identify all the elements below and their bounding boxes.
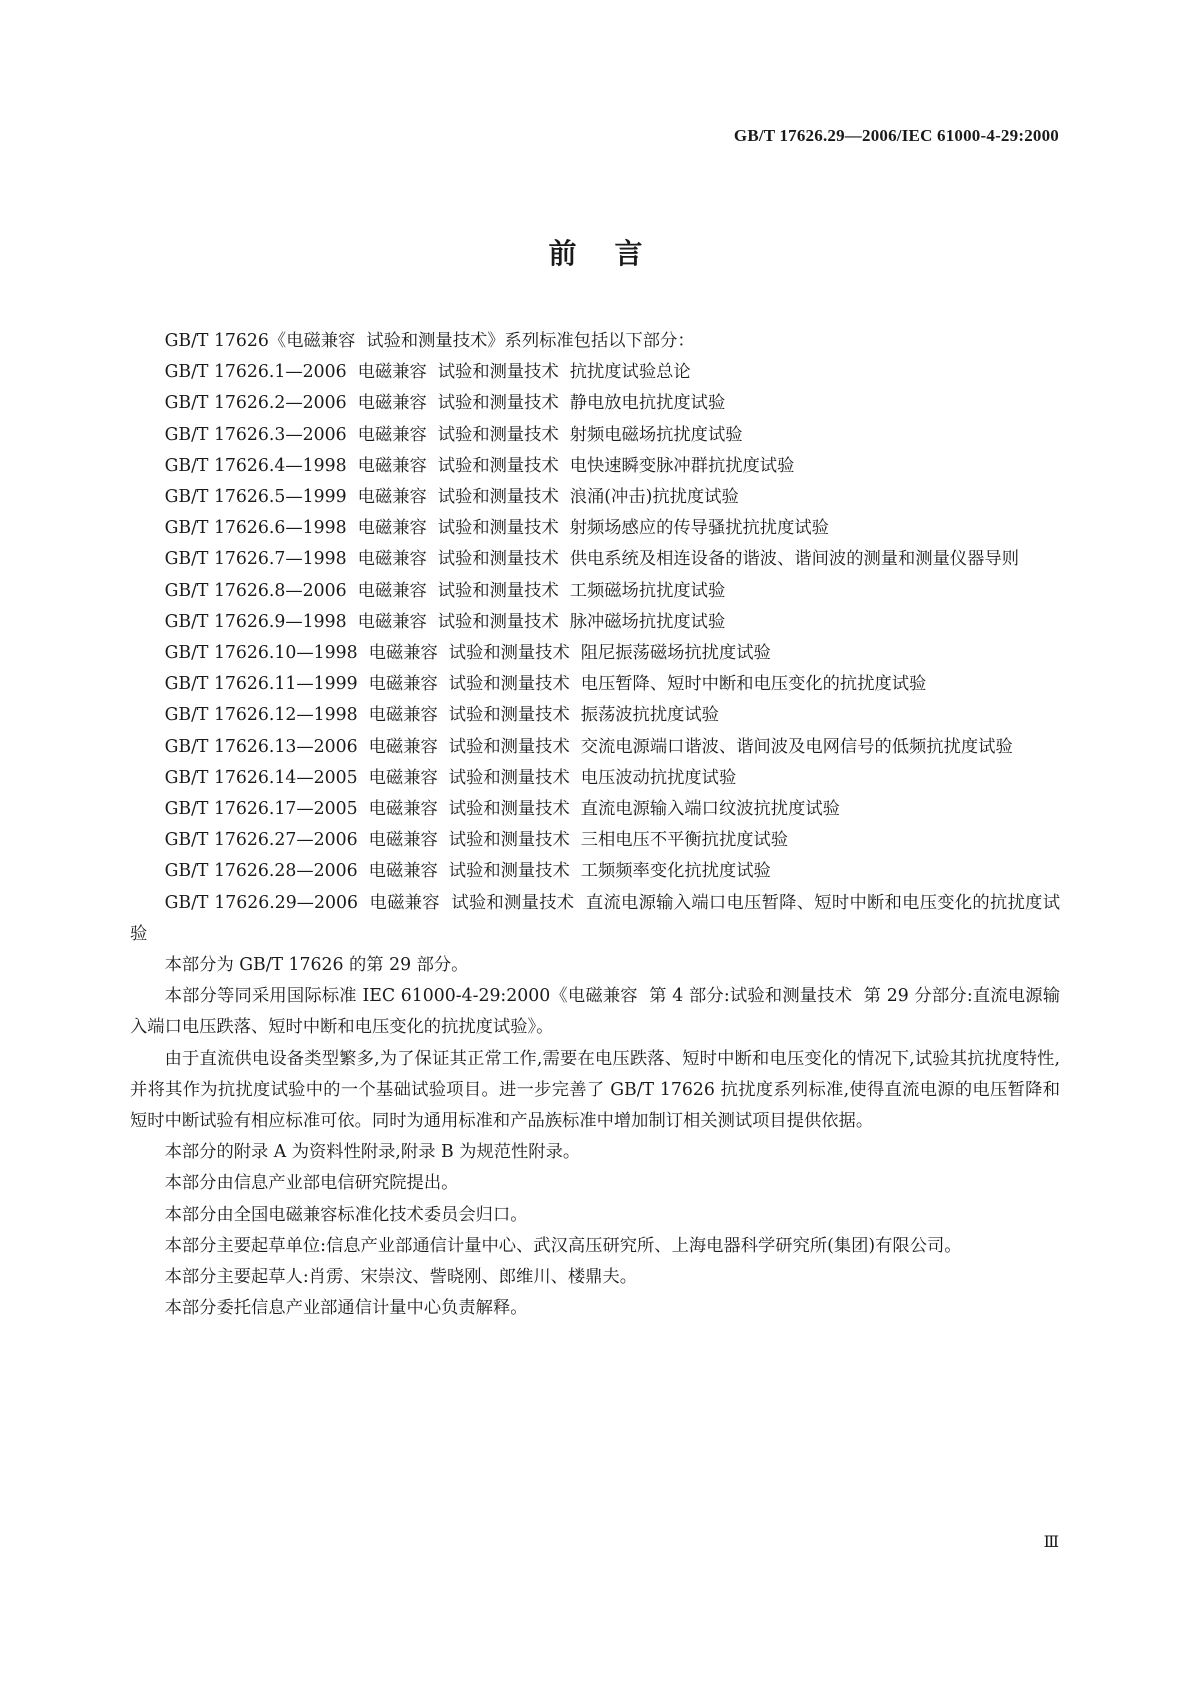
standard-list-item: GB/T 17626.12—1998 电磁兼容 试验和测量技术 振荡波抗扰度试验 bbox=[164, 705, 719, 726]
annex-statement: 本部分的附录 A 为资料性附录,附录 B 为规范性附录。 bbox=[164, 1142, 581, 1163]
drafting-units-statement: 本部分主要起草单位:信息产业部通信计量中心、武汉高压研究所、上海电器科学研究所(集团)有限公司。 bbox=[164, 1235, 962, 1256]
standard-list-item: GB/T 17626.1—2006 电磁兼容 试验和测量技术 抗扰度试验总论 bbox=[164, 362, 691, 383]
standard-list-item: GB/T 17626.27—2006 电磁兼容 试验和测量技术 三相电压不平衡抗扰度试验 bbox=[164, 830, 789, 851]
standard-list-item: GB/T 17626.29—2006 电磁兼容 试验和测量技术 直流电源输入端口电压暂降、短时中断和电压变化的抗扰度试验 bbox=[130, 892, 1060, 944]
standard-list-item: GB/T 17626.8—2006 电磁兼容 试验和测量技术 工频磁场抗扰度试验 bbox=[164, 580, 726, 601]
standard-list-item: GB/T 17626.7—1998 电磁兼容 试验和测量技术 供电系统及相连设备的谐波、谐间波的测量和测量仪器导则 bbox=[164, 549, 1020, 570]
committee-statement: 本部分由全国电磁兼容标准化技术委员会归口。 bbox=[164, 1204, 528, 1225]
foreword-body bbox=[130, 326, 1060, 1325]
interpretation-statement: 本部分委托信息产业部通信计量中心负责解释。 bbox=[164, 1298, 528, 1319]
part-statement: 本部分为 GB/T 17626 的第 29 部分。 bbox=[164, 955, 469, 976]
standard-list-item: GB/T 17626.6—1998 电磁兼容 试验和测量技术 射频场感应的传导骚扰抗扰度试验 bbox=[164, 518, 829, 539]
standard-list-item: GB/T 17626.5—1999 电磁兼容 试验和测量技术 浪涌(冲击)抗扰度试验 bbox=[164, 487, 739, 508]
standard-list-item: GB/T 17626.14—2005 电磁兼容 试验和测量技术 电压波动抗扰度试验 bbox=[164, 767, 737, 788]
background-paragraph: 由于直流供电设备类型繁多,为了保证其正常工作,需要在电压跌落、短时中断和电压变化的情况下,试验其抗扰度特性,并将其作为抗扰度试验中的一个基础试验项目。进一步完善了 GB/T 17626 抗扰度系列标准,使得直流电源的电压暂降和短时中断试验有相应标准可依。同时为通用标准和产品族标准中增加制订相关测试项目提供依据。 bbox=[130, 1048, 1060, 1132]
standard-list-item: GB/T 17626.2—2006 电磁兼容 试验和测量技术 静电放电抗扰度试验 bbox=[164, 393, 726, 414]
standard-list-item: GB/T 17626.28—2006 电磁兼容 试验和测量技术 工频频率变化抗扰度试验 bbox=[164, 861, 771, 882]
standard-list-item: GB/T 17626.13—2006 电磁兼容 试验和测量技术 交流电源端口谐波、谐间波及电网信号的低频抗扰度试验 bbox=[164, 736, 1013, 757]
standard-code-header: GB/T 17626.29—2006/IEC 61000-4-29:2000 bbox=[733, 126, 1059, 145]
standard-list-item: GB/T 17626.11—1999 电磁兼容 试验和测量技术 电压暂降、短时中断和电压变化的抗扰度试验 bbox=[164, 674, 927, 695]
standard-list-item: GB/T 17626.3—2006 电磁兼容 试验和测量技术 射频电磁场抗扰度试验 bbox=[164, 424, 743, 445]
page-number: Ⅲ bbox=[1043, 1534, 1059, 1551]
intro-paragraph: GB/T 17626《电磁兼容 试验和测量技术》系列标准包括以下部分： bbox=[164, 331, 695, 351]
drafters-statement: 本部分主要起草人:肖雳、宋崇汶、訾晓刚、郎维川、楼鼎夫。 bbox=[164, 1267, 638, 1288]
standard-list-item: GB/T 17626.4—1998 电磁兼容 试验和测量技术 电快速瞬变脉冲群抗扰度试验 bbox=[164, 455, 795, 476]
standard-list-item: GB/T 17626.10—1998 电磁兼容 试验和测量技术 阻尼振荡磁场抗扰度试验 bbox=[164, 643, 771, 664]
proposer-statement: 本部分由信息产业部电信研究院提出。 bbox=[164, 1173, 459, 1194]
page-title: 前言 bbox=[548, 237, 681, 270]
standard-list-item: GB/T 17626.17—2005 电磁兼容 试验和测量技术 直流电源输入端口纹波抗扰度试验 bbox=[164, 799, 840, 820]
adoption-statement: 本部分等同采用国际标准 IEC 61000-4-29:2000《电磁兼容 第 4 部分:试验和测量技术 第 29 分部分:直流电源输入端口电压跌落、短时中断和电压变化的抗扰度试验》。 bbox=[130, 986, 1060, 1038]
standard-list-item: GB/T 17626.9—1998 电磁兼容 试验和测量技术 脉冲磁场抗扰度试验 bbox=[164, 611, 726, 632]
